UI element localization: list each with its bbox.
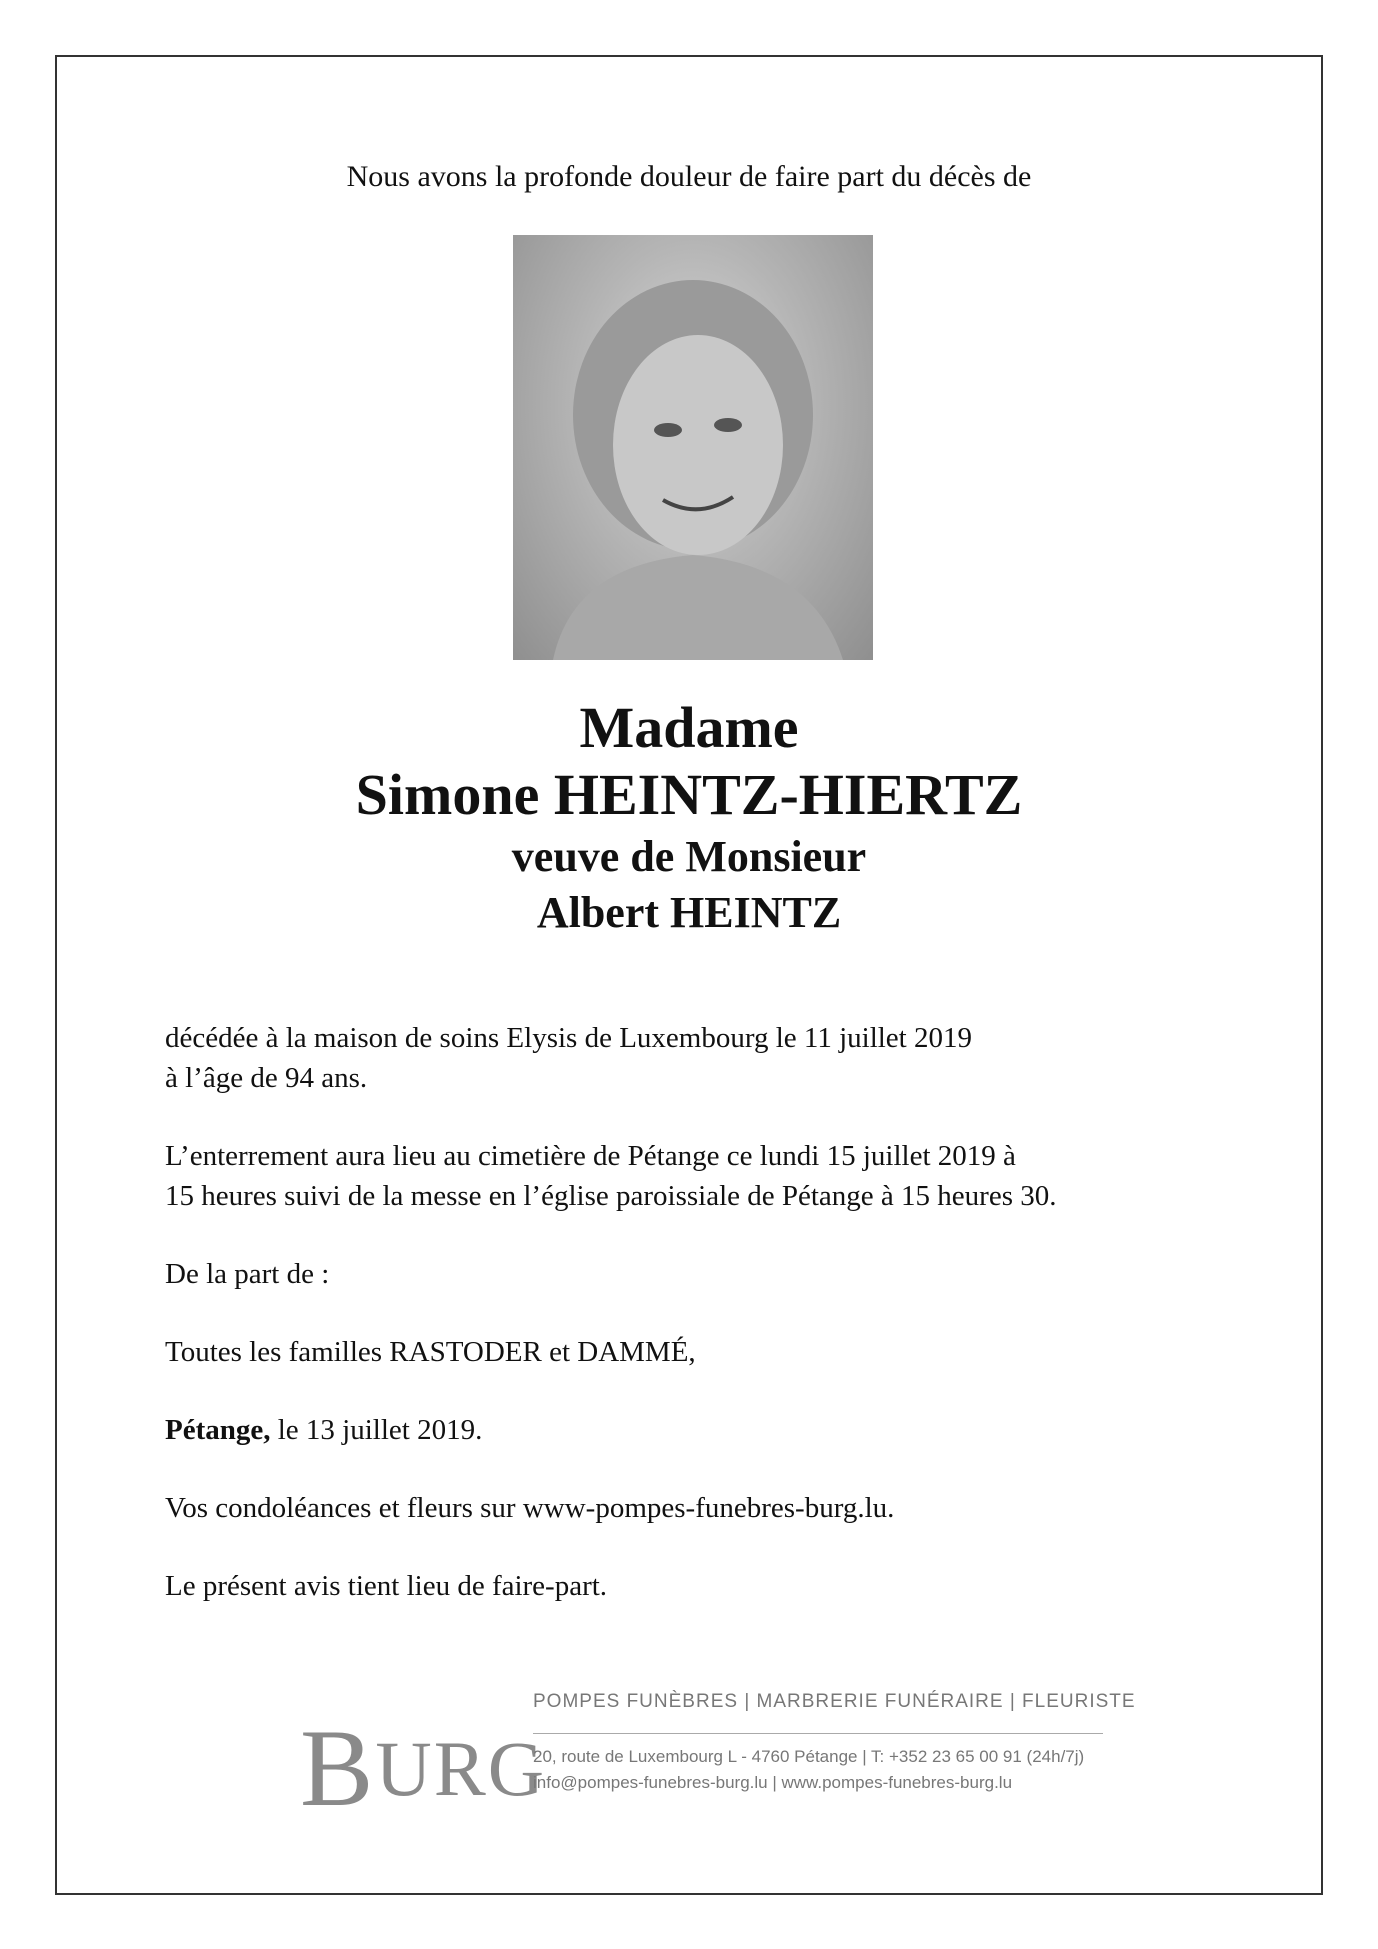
footer	[300, 1685, 1200, 1829]
deceased-title: Madame	[579, 695, 799, 760]
burg-logo: BURG	[300, 1707, 547, 1829]
contact-line: info@pompes-funebres-burg.lu | www.pompes-funebres-burg.lu	[533, 1773, 1013, 1792]
portrait-photo	[513, 235, 873, 660]
death-line-1: décédée à la maison de soins Elysis de Luxembourg le 11 juillet 2019	[165, 1022, 972, 1054]
portrait-photo-icon	[513, 235, 873, 660]
from-label: De la part de :	[165, 1258, 330, 1290]
deceased-names	[0, 695, 1378, 941]
date: le 13 juillet 2019.	[270, 1414, 483, 1446]
spouse-name: Albert HEINTZ	[536, 888, 842, 937]
deceased-name: Simone HEINTZ-HIERTZ	[355, 762, 1023, 827]
footer-divider	[533, 1733, 1103, 1734]
death-line-2: à l’âge de 94 ans.	[165, 1062, 368, 1094]
notice-statement: Le présent avis tient lieu de faire-part.	[165, 1570, 608, 1602]
place: Pétange,	[165, 1414, 271, 1446]
burial-line-1: L’enterrement aura lieu au cimetière de Pétange ce lundi 15 juillet 2019 à	[165, 1140, 1016, 1172]
burial-line-2: 15 heures suivi de la messe en l’église paroissiale de Pétange à 15 heures 30.	[165, 1180, 1057, 1212]
address-line: 20, route de Luxembourg L - 4760 Pétange | T: +352 23 65 00 91 (24h/7j)	[533, 1747, 1085, 1766]
place-date	[165, 1410, 1215, 1450]
notice-body	[165, 1018, 1215, 1606]
intro-text: Nous avons la profonde douleur de faire part du décès de	[346, 160, 1032, 193]
condolences: Vos condoléances et fleurs sur www-pompes-funebres-burg.lu.	[165, 1492, 895, 1524]
widow-of: veuve de Monsieur	[511, 832, 867, 881]
services-line: POMPES FUNÈBRES | MARBRERIE FUNÉRAIRE | FLEURISTE	[533, 1691, 1136, 1712]
families: Toutes les familles RASTODER et DAMMÉ,	[165, 1336, 696, 1368]
